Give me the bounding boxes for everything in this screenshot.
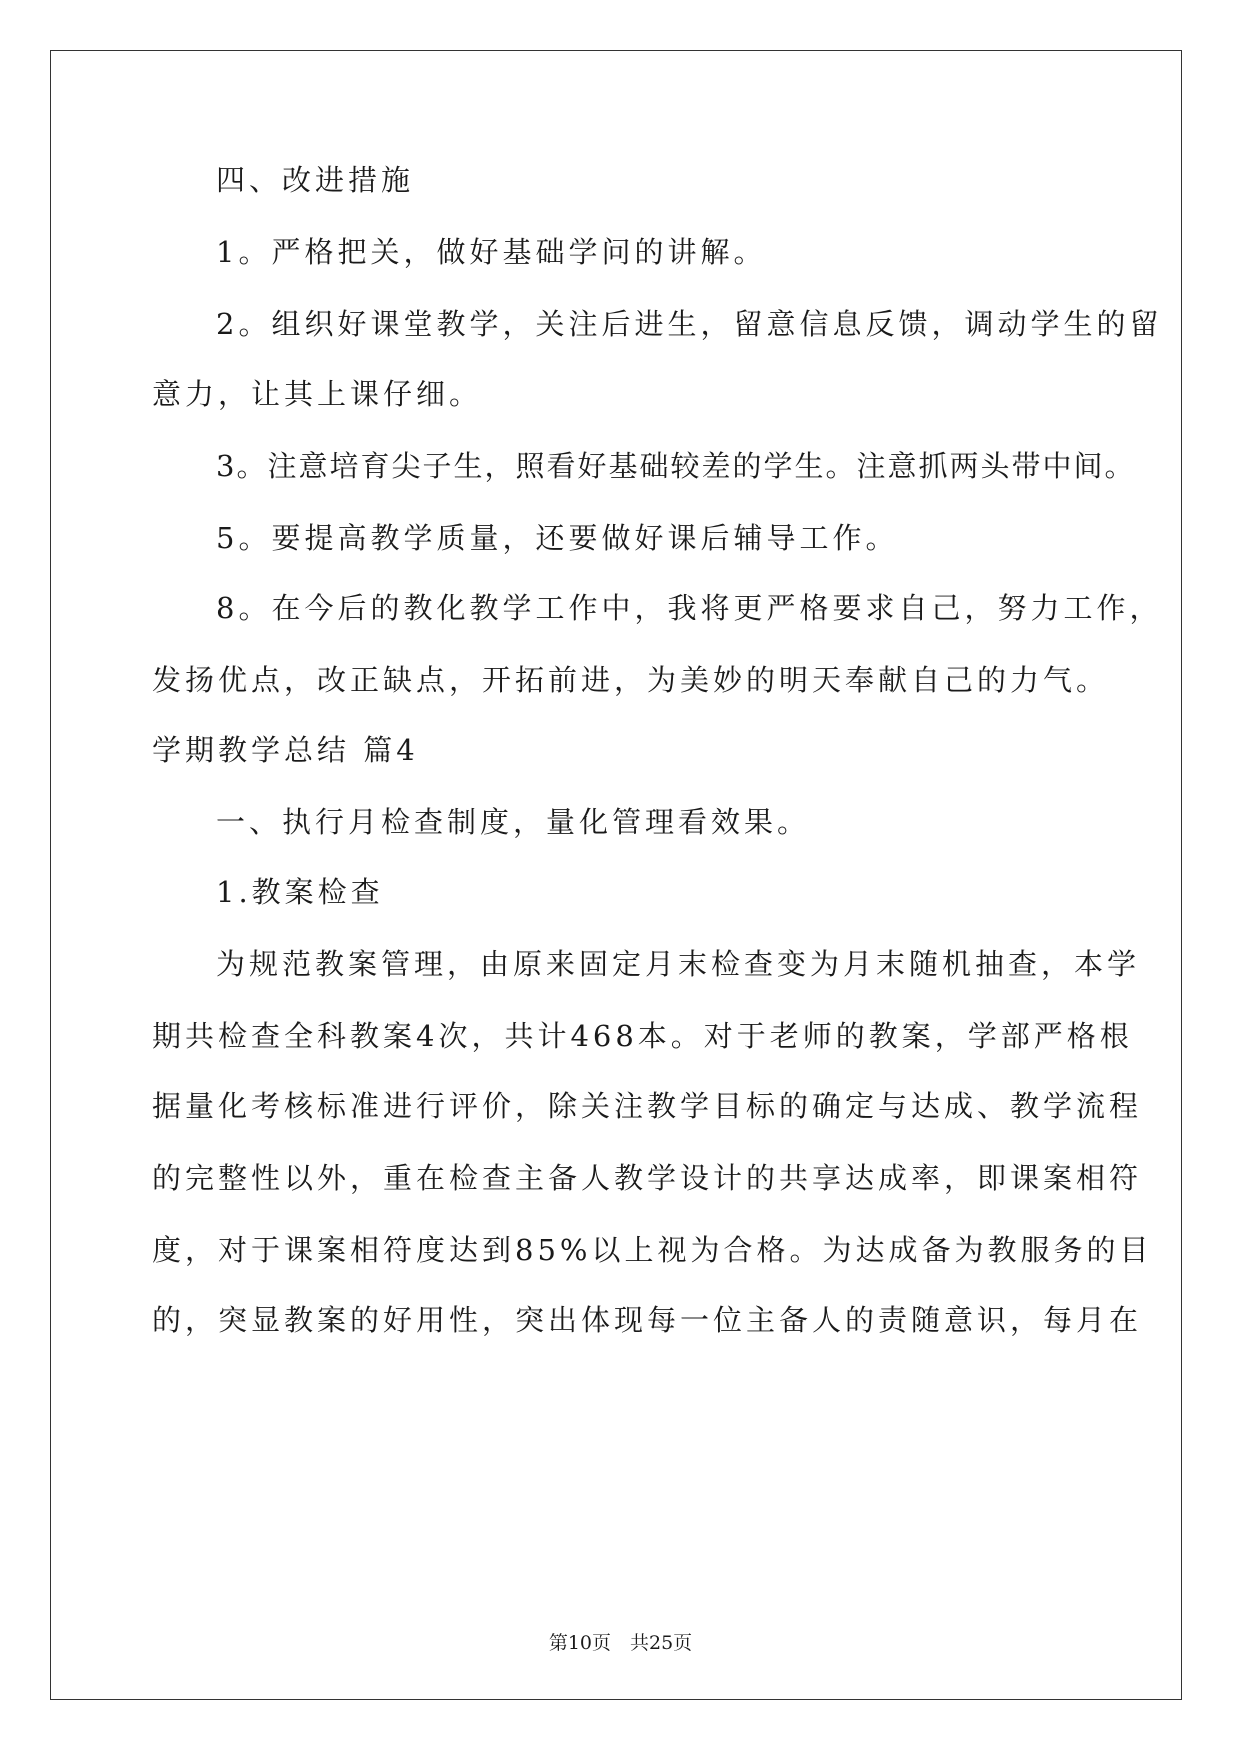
paragraph-line: 意力，让其上课仔细。	[152, 377, 483, 411]
page-number: 第10页 共25页	[548, 1632, 693, 1654]
paragraph-line: 为规范教案管理，由原来固定月末检查变为月末随机抽查，本学	[216, 947, 1141, 981]
section-heading: 一、执行月检查制度，量化管理看效果。	[216, 805, 811, 839]
paragraph-line: 5。要提高教学质量，还要做好课后辅导工作。	[216, 521, 899, 555]
paragraph-line: 期共检查全科教案4次，共计468本。对于老师的教案，学部严格根	[152, 1019, 1133, 1053]
section-heading: 四、改进措施	[216, 163, 415, 197]
paragraph-line: 的，突显教案的好用性，突出体现每一位主备人的责随意识，每月在	[152, 1303, 1143, 1337]
paragraph-line: 3。注意培育尖子生，照看好基础较差的学生。注意抓两头带中间。	[216, 449, 1136, 483]
article-title: 学期教学总结 篇4	[152, 733, 419, 767]
paragraph-line: 据量化考核标准进行评价，除关注教学目标的确定与达成、教学流程	[152, 1089, 1143, 1123]
subsection-heading: 1.教案检查	[216, 875, 384, 909]
paragraph-line: 8。在今后的教化教学工作中，我将更严格要求自己，努力工作，	[216, 591, 1163, 625]
paragraph-line: 1。严格把关，做好基础学问的讲解。	[216, 235, 767, 269]
paragraph-line: 2。组织好课堂教学，关注后进生，留意信息反馈，调动学生的留	[216, 307, 1163, 341]
paragraph-line: 的完整性以外，重在检查主备人教学设计的共享达成率，即课案相符	[152, 1161, 1143, 1195]
paragraph-line: 度，对于课案相符度达到85%以上视为合格。为达成备为教服务的目	[152, 1233, 1153, 1267]
paragraph-line: 发扬优点，改正缺点，开拓前进，为美妙的明天奉献自己的力气。	[152, 663, 1110, 697]
